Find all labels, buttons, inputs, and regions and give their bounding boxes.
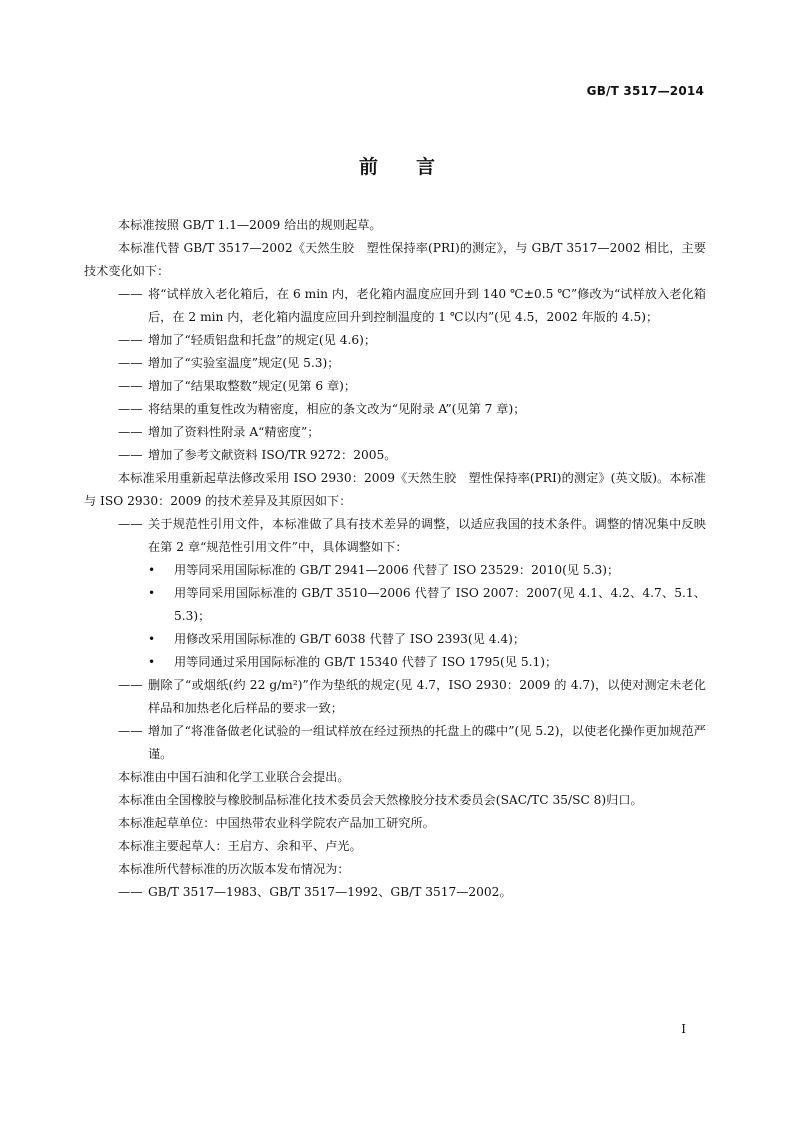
change-item <box>84 329 706 352</box>
change-text: 增加了资料性附录 A“精密度”； <box>148 425 320 439</box>
page-title: 前言 <box>358 156 473 178</box>
dash-marker: —— <box>118 379 143 393</box>
bullet-text: 用等同采用国际标准的 GB/T 2941—2006 代替了 ISO 23529：2010(见 5.3)； <box>174 563 620 577</box>
bullet-text: 用等同采用国际标准的 GB/T 3510—2006 代替了 ISO 2007：2007(见 4.1、4.2、4.7、5.1、5.3)； <box>174 586 706 623</box>
bullet-text: 用修改采用国际标准的 GB/T 6038 代替了 ISO 2393(见 4.4)； <box>174 632 526 646</box>
page-number: I <box>681 1022 686 1036</box>
bullet-item <box>84 559 706 582</box>
bullet-marker: • <box>148 563 156 577</box>
difference-item <box>84 720 706 766</box>
dash-marker: —— <box>118 678 143 692</box>
paragraph: 本标准起草单位：中国热带农业科学院农产品加工研究所。 <box>118 816 435 830</box>
paragraph: 本标准所代替标准的历次版本发布情况为： <box>118 862 350 876</box>
dash-marker: —— <box>118 517 143 531</box>
change-item <box>84 283 706 329</box>
change-item <box>84 398 706 421</box>
standard-number: GB/T 3517—2014 <box>586 84 704 98</box>
change-item <box>84 375 706 398</box>
change-text: 将“试样放入老化箱后，在 6 min 内，老化箱内温度应回升到 140 ℃±0.5 ℃”修改为“试样放入老化箱后，在 2 min 内，老化箱内温度应回升到控制温度的 1 ℃以内”(见 4.5，2002 年版的 4.5)； <box>148 287 706 324</box>
bullet-marker: • <box>148 632 156 646</box>
bullet-item <box>84 651 706 674</box>
paragraph: 本标准按照 GB/T 1.1—2009 给出的规则起草。 <box>118 218 382 232</box>
bullet-item <box>84 628 706 651</box>
dash-marker: —— <box>118 287 143 301</box>
dash-marker: —— <box>118 333 143 347</box>
paragraph: 本标准由全国橡胶与橡胶制品标准化技术委员会天然橡胶分技术委员会(SAC/TC 35/SC 8)归口。 <box>118 793 643 807</box>
history-item <box>84 881 706 904</box>
dash-marker: —— <box>118 356 143 370</box>
paragraph: 本标准由中国石油和化学工业联合会提出。 <box>118 770 350 784</box>
paragraph: 本标准采用重新起草法修改采用 ISO 2930：2009《天然生胶 塑性保持率(PRI)的测定》(英文版)。本标准与 ISO 2930：2009 的技术差异及其原因如下： <box>84 471 706 508</box>
change-text: 增加了“轻质铝盘和托盘”的规定(见 4.6)； <box>148 333 377 347</box>
difference-item <box>84 513 706 559</box>
change-item <box>84 444 706 467</box>
difference-text: 删除了“或烟纸(约 22 g/m²)”作为垫纸的规定(见 4.7，ISO 2930：2009 的 4.7)，以使对测定未老化样品和加热老化后样品的要求一致； <box>148 678 706 715</box>
paragraph: 本标准主要起草人：王启方、余和平、卢光。 <box>118 839 362 853</box>
dash-marker: —— <box>118 402 143 416</box>
change-text: 增加了“结果取整数”规定(见第 6 章)； <box>148 379 357 393</box>
bullet-marker: • <box>148 586 156 600</box>
bullet-marker: • <box>148 655 156 669</box>
bullet-item <box>84 582 706 628</box>
dash-marker: —— <box>118 885 143 899</box>
history-text: GB/T 3517—1983、GB/T 3517—1992、GB/T 3517—2002。 <box>148 885 512 899</box>
difference-item <box>84 674 706 720</box>
bullet-text: 用等同通过采用国际标准的 GB/T 15340 代替了 ISO 1795(见 5.1)； <box>174 655 558 669</box>
change-text: 增加了“实验室温度”规定(见 5.3)； <box>148 356 340 370</box>
change-item <box>84 352 706 375</box>
change-item <box>84 421 706 444</box>
dash-marker: —— <box>118 448 143 462</box>
dash-marker: —— <box>118 724 143 738</box>
difference-text: 增加了“将准备做老化试验的一组试样放在经过预热的托盘上的碟中”(见 5.2)，以使老化操作更加规范严谨。 <box>148 724 706 761</box>
difference-text: 关于规范性引用文件，本标准做了具有技术差异的调整，以适应我国的技术条件。调整的情况集中反映在第 2 章“规范性引用文件”中，具体调整如下： <box>148 517 706 554</box>
foreword-body <box>84 214 706 904</box>
change-text: 将结果的重复性改为精密度，相应的条文改为“见附录 A”(见第 7 章)； <box>148 402 526 416</box>
paragraph: 本标准代替 GB/T 3517—2002《天然生胶 塑性保持率(PRI)的测定》，与 GB/T 3517—2002 相比，主要技术变化如下： <box>84 241 706 278</box>
dash-marker: —— <box>118 425 143 439</box>
change-text: 增加了参考文献资料 ISO/TR 9272：2005。 <box>148 448 397 462</box>
